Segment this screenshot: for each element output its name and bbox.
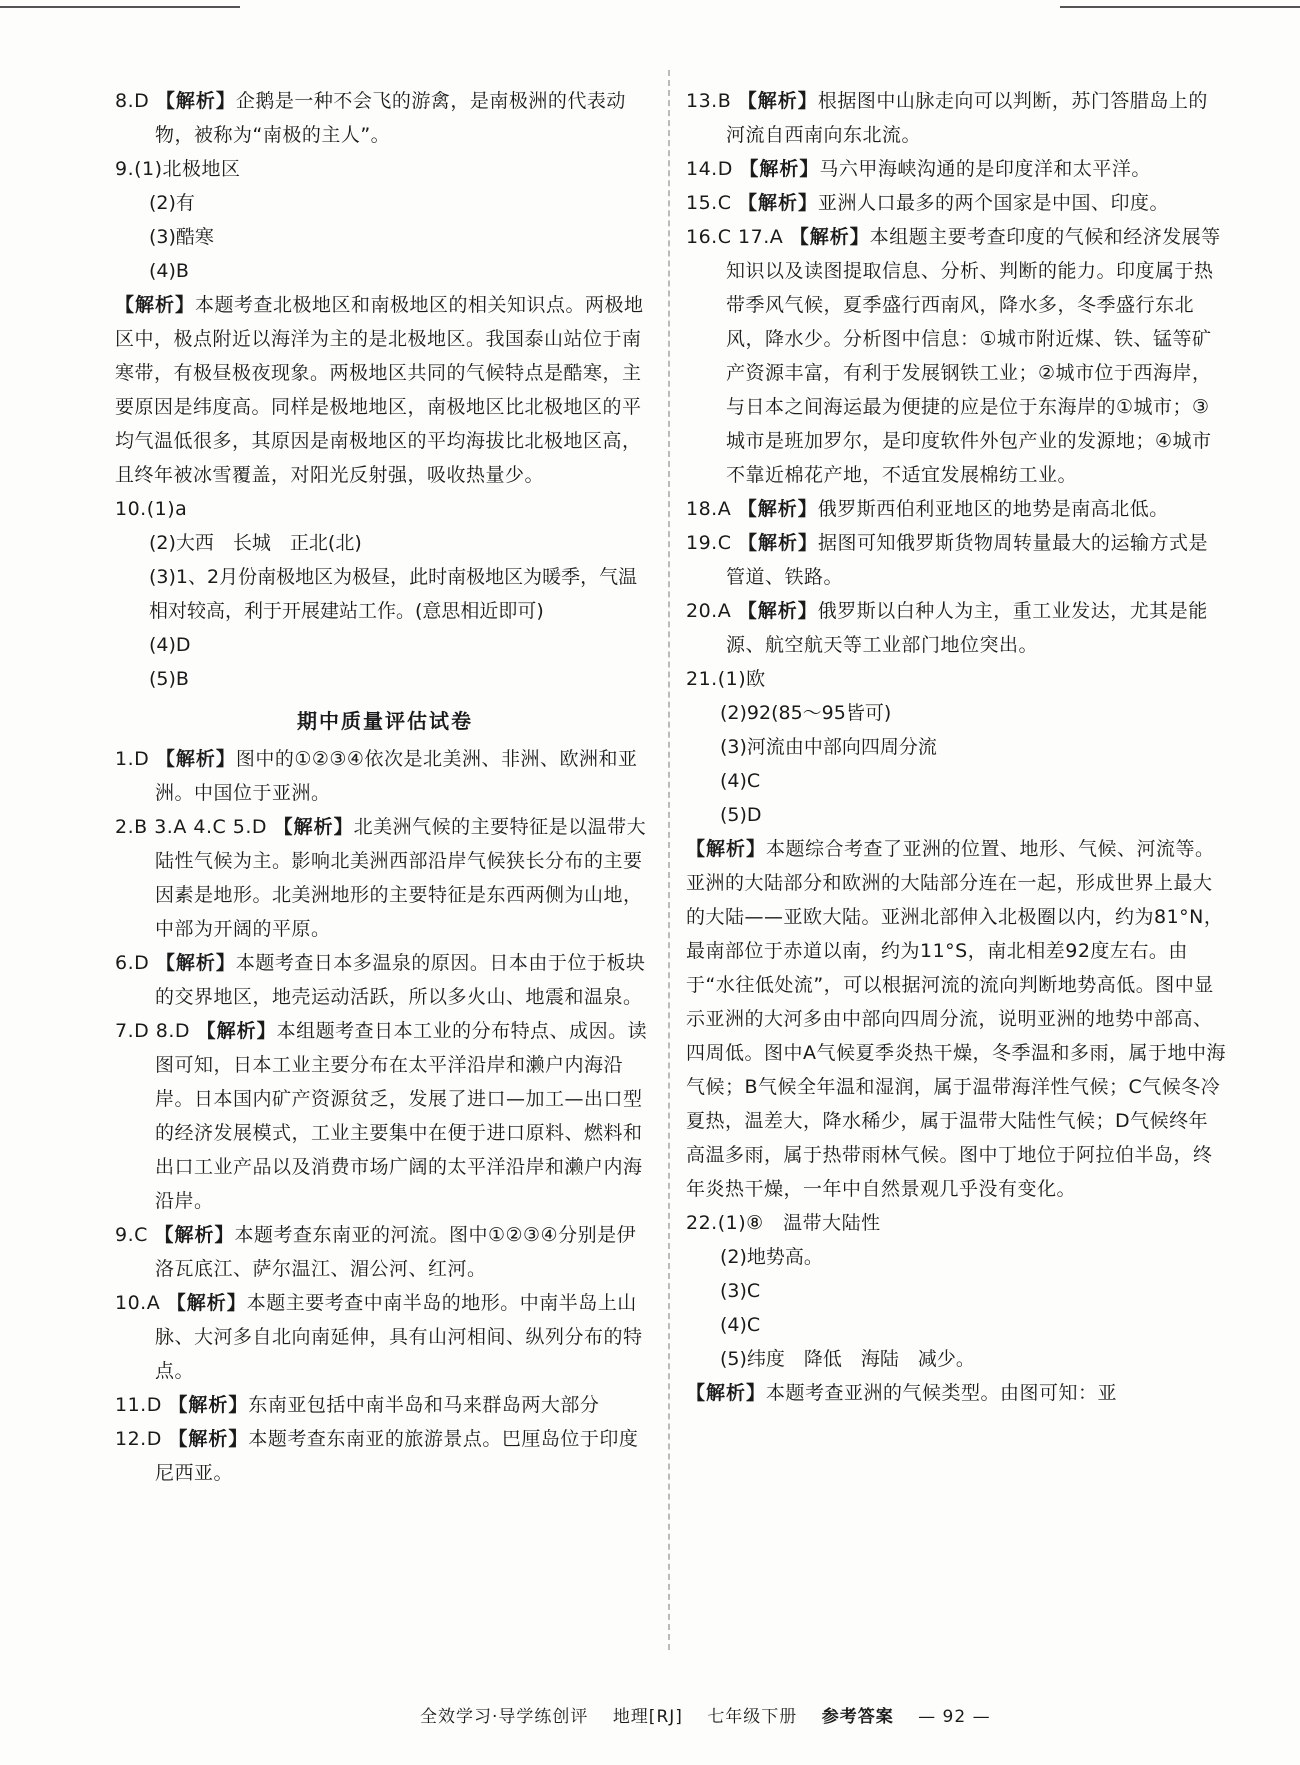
analysis-tag: 【解析】 (155, 90, 236, 112)
analysis-tag: 【解析】 (737, 498, 818, 520)
analysis-tag: 【解析】 (166, 1292, 247, 1314)
page-number: — 92 — (918, 1707, 991, 1727)
answer-item: 20.A 【解析】俄罗斯以白种人为主，重工业发达，尤其是能源、航空航天等工业部门地位突出。 (686, 600, 1208, 656)
analysis-tag: 【解析】 (789, 226, 870, 248)
analysis-tag: 【解析】 (686, 838, 767, 860)
answer-sub-item: (4)C (720, 770, 761, 792)
answer-item: 16.C 17.A 【解析】本组题主要考查印度的气候和经济发展等知识以及读图提取信息、分析、判断的能力。印度属于热带季风气候，夏季盛行西南风，降水多，冬季盛行东北风，降水少。分析图中信息：①城市附近煤、铁、锰等矿产资源丰富，有利于发展钢铁工业；②城市位于西海岸，与日本之间海运最为便捷的应是位于东海岸的①城市；③城市是班加罗尔，是印度软件外包产业的发源地；④城市不靠近棉花产地，不适宜发展棉纺工业。 (686, 226, 1221, 486)
answer-item: 10.(1)a (115, 498, 188, 520)
answer-sub-item: (2)92(85～95皆可) (720, 702, 892, 724)
analysis-tag: 【解析】 (168, 1428, 249, 1450)
answer-explanation: 【解析】本题考查亚洲的气候类型。由图可知：亚 (686, 1382, 1118, 1404)
analysis-tag: 【解析】 (273, 816, 354, 838)
answer-explanation: 【解析】本题考查北极地区和南极地区的相关知识点。两极地区中，极点附近以海洋为主的是北极地区。我国泰山站位于南寒带，有极昼极夜现象。两极地区共同的气候特点是酷寒，主要原因是纬度高。同样是极地地区，南极地区比北极地区的平均气温低很多，其原因是南极地区的平均海拔比北极地区高，且终年被冰雪覆盖，对阳光反射强，吸收热量少。 (115, 294, 644, 486)
analysis-tag: 【解析】 (196, 1020, 277, 1042)
column-divider (668, 70, 670, 1650)
answer-sub-item: (4)D (149, 634, 191, 656)
answer-sub-item: (5)D (720, 804, 762, 826)
footer-subject: 地理[RJ] (612, 1707, 683, 1727)
right-column (686, 84, 1226, 1410)
answer-item: 1.D 【解析】图中的①②③④依次是北美洲、非洲、欧洲和亚洲。中国位于亚洲。 (115, 748, 638, 804)
answer-sub-item: (3)C (720, 1280, 761, 1302)
left-column (115, 84, 655, 1490)
answer-sub-item: (5)B (149, 668, 189, 690)
analysis-tag: 【解析】 (115, 294, 196, 316)
answer-item: 9.(1)北极地区 (115, 158, 241, 180)
answer-item: 9.C 【解析】本题考查东南亚的河流。图中①②③④分别是伊洛瓦底江、萨尔温江、湄公河、红河。 (115, 1224, 637, 1280)
answer-item: 8.D 【解析】企鹅是一种不会飞的游禽，是南极洲的代表动物，被称为“南极的主人”。 (115, 90, 626, 146)
answer-item: 10.A 【解析】本题主要考查中南半岛的地形。中南半岛上山脉、大河多自北向南延伸，具有山河相间、纵列分布的特点。 (115, 1292, 643, 1382)
answer-sub-item: (3)1、2月份南极地区为极昼，此时南极地区为暖季，气温相对较高，利于开展建站工作。(意思相近即可) (149, 566, 638, 622)
answer-sub-item: (2)地势高。 (720, 1246, 823, 1268)
answer-item: 13.B 【解析】根据图中山脉走向可以判断，苏门答腊岛上的河流自西南向东北流。 (686, 90, 1208, 146)
answer-item: 18.A 【解析】俄罗斯西伯利亚地区的地势是南高北低。 (686, 498, 1169, 520)
analysis-tag: 【解析】 (738, 532, 819, 554)
top-right-rule (1060, 6, 1300, 8)
page-footer (420, 1702, 1009, 1727)
answer-sub-item: (5)纬度 降低 海陆 减少。 (720, 1348, 975, 1370)
answer-item: 11.D 【解析】东南亚包括中南半岛和马来群岛两大部分 (115, 1394, 600, 1416)
answer-explanation: 【解析】本题综合考查了亚洲的位置、地形、气候、河流等。亚洲的大陆部分和欧洲的大陆部分连在一起，形成世界上最大的大陆——亚欧大陆。亚洲北部伸入北极圈以内，约为81°N，最南部位于赤道以南，约为11°S，南北相差92度左右。由于“水往低处流”，可以根据河流的流向判断地势高低。图中显示亚洲的大河多由中部向四周分流，说明亚洲的地势中部高、四周低。图中A气候夏季炎热干燥，冬季温和多雨，属于地中海气候；B气候全年温和湿润，属于温带海洋性气候；C气候冬冷夏热，温差大，降水稀少，属于温带大陆性气候；D气候终年高温多雨，属于热带雨林气候。图中丁地位于阿拉伯半岛，终年炎热干燥，一年中自然景观几乎没有变化。 (686, 838, 1226, 1200)
analysis-tag: 【解析】 (737, 90, 818, 112)
answer-sub-item: (2)大西 长城 正北(北) (149, 532, 362, 554)
answer-item: 22.(1)⑧ 温带大陆性 (686, 1212, 881, 1234)
answer-sub-item: (3)酷寒 (149, 226, 214, 248)
answer-sub-item: (3)河流由中部向四周分流 (720, 736, 937, 758)
top-left-rule (0, 6, 240, 8)
answer-item: 19.C 【解析】据图可知俄罗斯货物周转量最大的运输方式是管道、铁路。 (686, 532, 1209, 588)
answer-sub-item: (4)B (149, 260, 189, 282)
footer-grade: 七年级下册 (707, 1707, 798, 1727)
answer-item: 6.D 【解析】本题考查日本多温泉的原因。日本由于位于板块的交界地区，地壳运动活跃，所以多火山、地震和温泉。 (115, 952, 646, 1008)
footer-brand: 全效学习·导学练创评 (420, 1707, 589, 1727)
analysis-tag: 【解析】 (168, 1394, 249, 1416)
analysis-tag: 【解析】 (739, 158, 820, 180)
answer-item: 15.C 【解析】亚洲人口最多的两个国家是中国、印度。 (686, 192, 1170, 214)
answer-item: 14.D 【解析】马六甲海峡沟通的是印度洋和太平洋。 (686, 158, 1151, 180)
answer-sub-item: (2)有 (149, 192, 195, 214)
analysis-tag: 【解析】 (154, 1224, 235, 1246)
answer-item: 2.B 3.A 4.C 5.D 【解析】北美洲气候的主要特征是以温带大陆性气候为主。影响北美洲西部沿岸气候狭长分布的主要因素是地形。北美洲地形的主要特征是东西两侧为山地，中部为开阔的平原。 (115, 816, 647, 940)
section-title: 期中质量评估试卷 (297, 709, 473, 733)
analysis-tag: 【解析】 (155, 952, 236, 974)
answer-item: 7.D 8.D 【解析】本组题考查日本工业的分布特点、成因。读图可知，日本工业主要分布在太平洋沿岸和濑户内海沿岸。日本国内矿产资源贫乏，发展了进口—加工—出口型的经济发展模式，工业主要集中在便于进口原料、燃料和出口工业产品以及消费市场广阔的太平洋沿岸和濑户内海沿岸。 (115, 1020, 648, 1212)
analysis-tag: 【解析】 (737, 600, 818, 622)
answer-sub-item: (4)C (720, 1314, 761, 1336)
answer-item: 12.D 【解析】本题考查东南亚的旅游景点。巴厘岛位于印度尼西亚。 (115, 1428, 639, 1484)
answer-item: 21.(1)欧 (686, 668, 766, 690)
analysis-tag: 【解析】 (155, 748, 236, 770)
footer-label: 参考答案 (821, 1707, 894, 1727)
analysis-tag: 【解析】 (686, 1382, 767, 1404)
analysis-tag: 【解析】 (738, 192, 819, 214)
